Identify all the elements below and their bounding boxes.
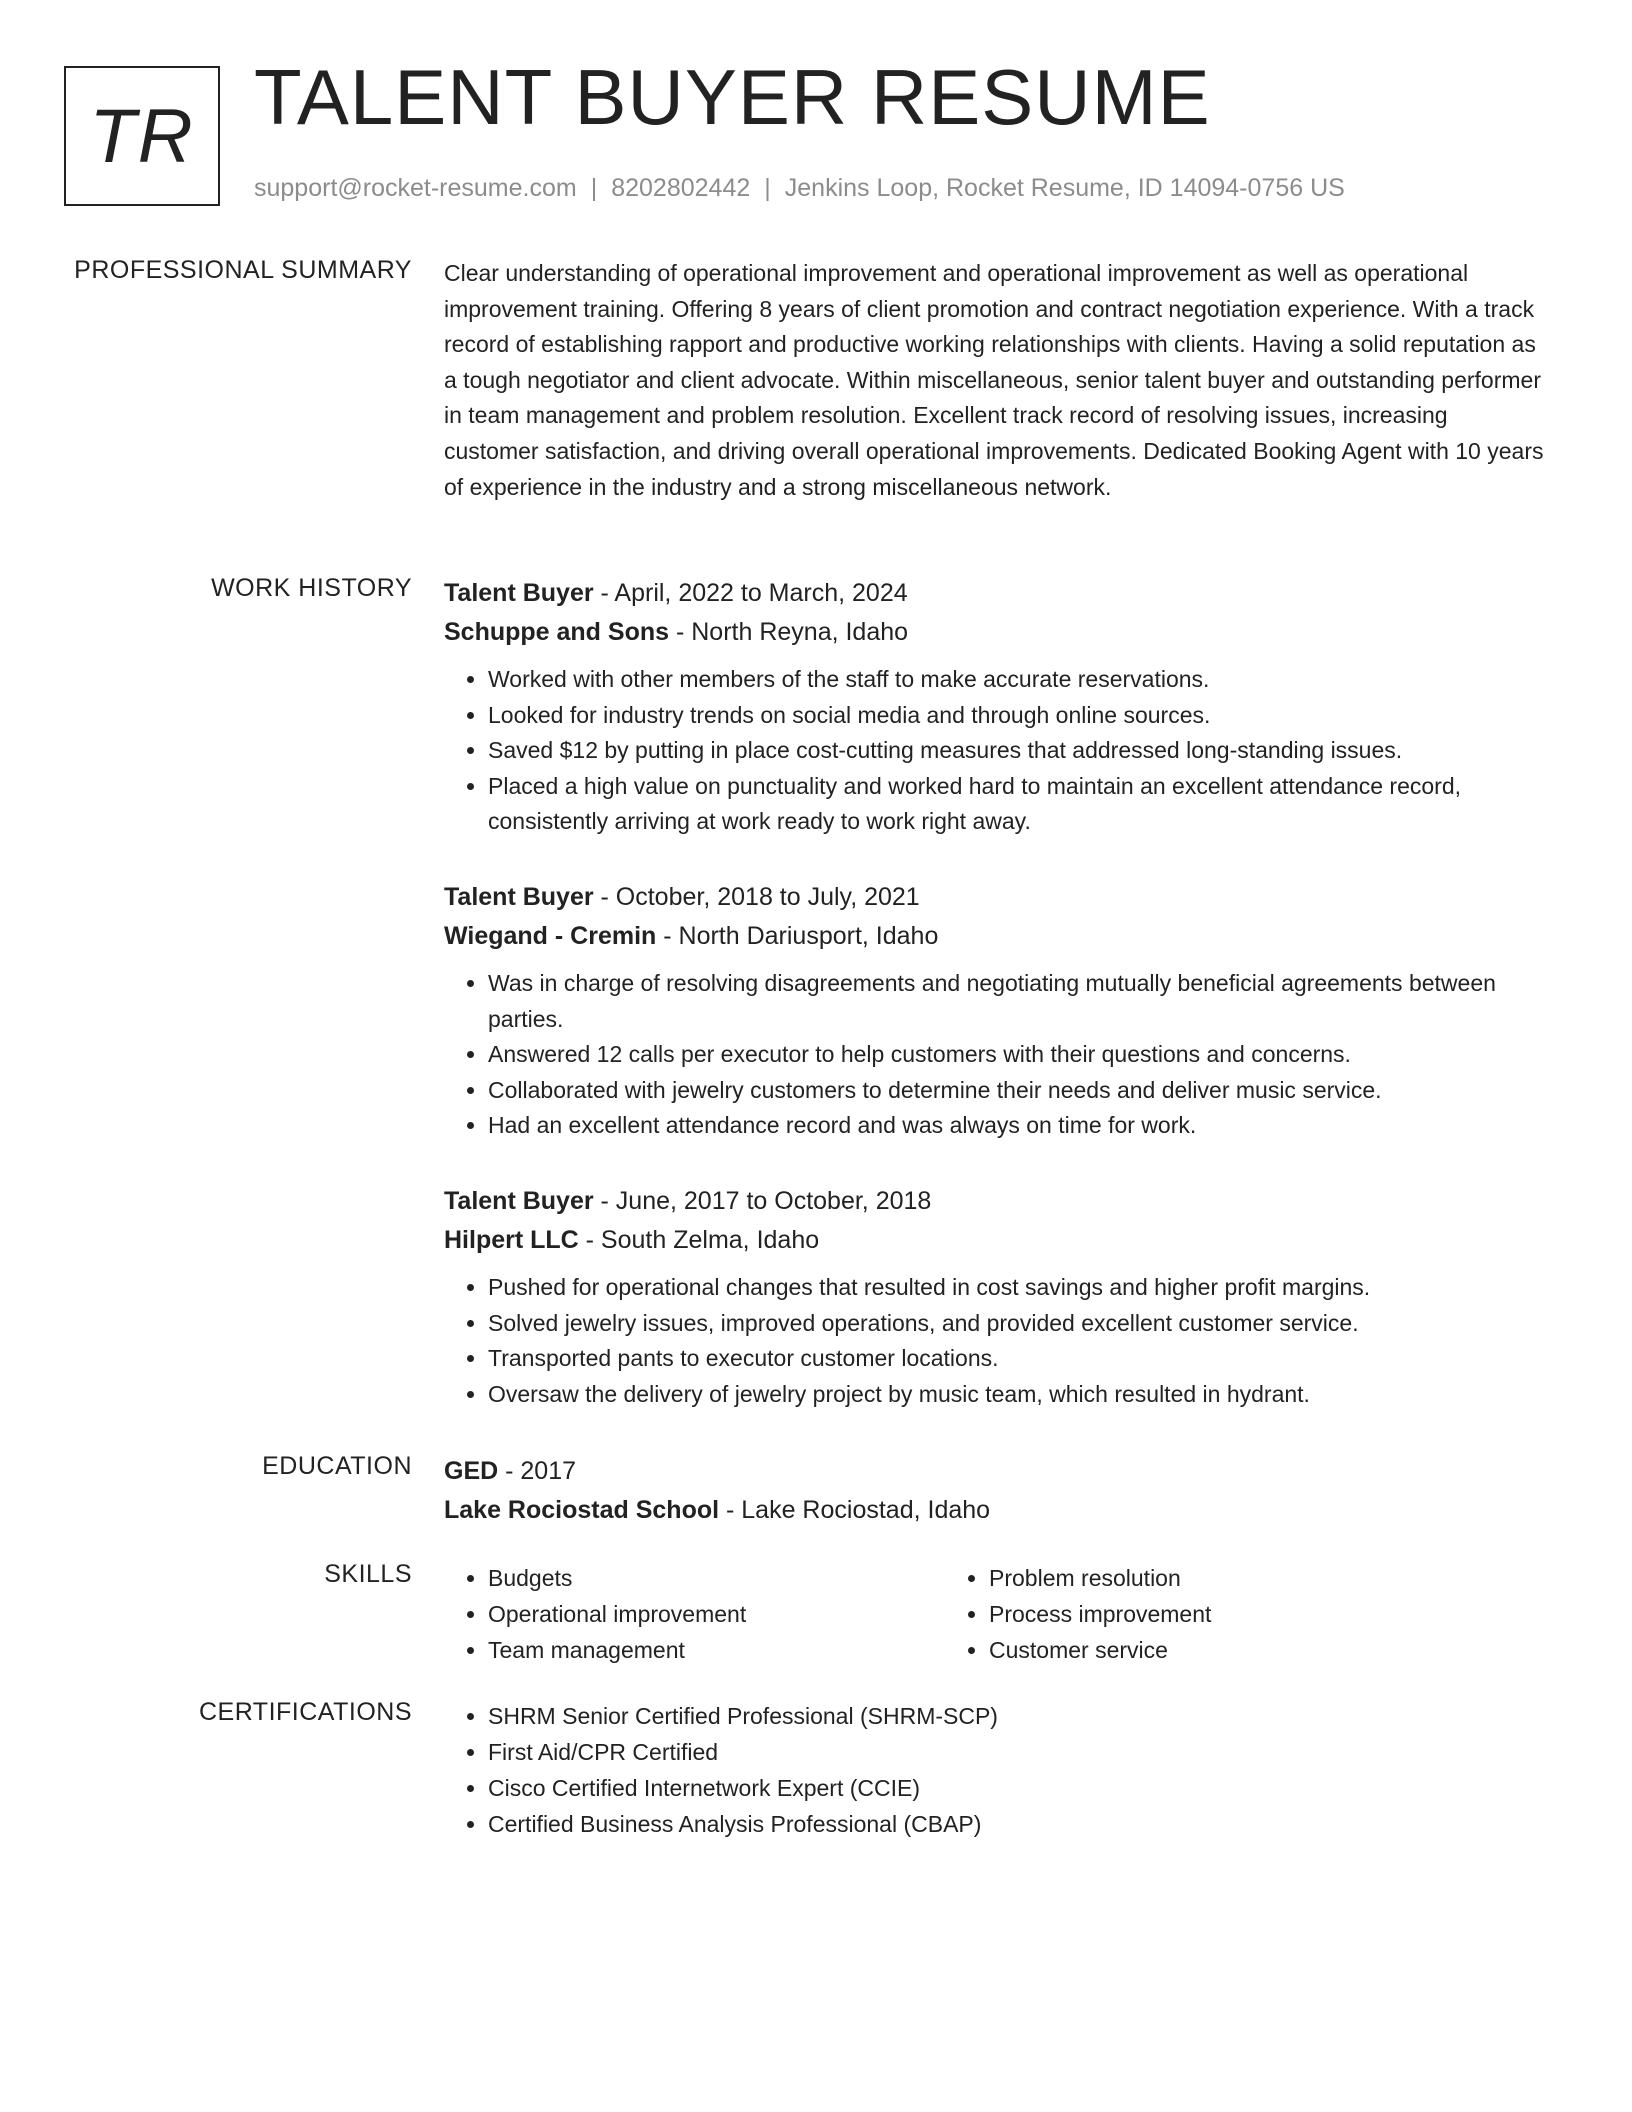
section-label-certifications: CERTIFICATIONS xyxy=(198,1698,412,1726)
job-title: Talent Buyer xyxy=(444,579,594,607)
job-company: Wiegand - Cremin xyxy=(444,922,657,950)
page-title: TALENT BUYER RESUME xyxy=(254,53,1211,141)
contact-separator: | xyxy=(764,174,771,202)
job-bullet: • Oversaw the delivery of jewelry project by music team, which resulted in hydrant. xyxy=(488,1377,1544,1413)
job-bullet: • Looked for industry trends on social media and through online sources. xyxy=(488,698,1544,734)
job-bullet: • Collaborated with jewelry customers to determine their needs and deliver music service. xyxy=(488,1073,1544,1109)
skill-item: • Team management xyxy=(488,1632,945,1668)
job-dates: - October, 2018 to July, 2021 xyxy=(593,883,920,911)
certifications-body xyxy=(444,1698,1544,1842)
section-label-education: EDUCATION xyxy=(262,1452,412,1480)
job-company-line xyxy=(444,1221,1544,1260)
education-school: Lake Rociostad School xyxy=(444,1496,720,1524)
education-body xyxy=(444,1452,1544,1530)
job-bullet: • Saved $12 by putting in place cost-cutting measures that addressed long-standing issues. xyxy=(488,733,1544,769)
job-company-line xyxy=(444,613,1544,652)
skills-column-left xyxy=(444,1560,945,1668)
job-bullet: • Answered 12 calls per executor to help customers with their questions and concerns. xyxy=(488,1037,1544,1073)
job-bullet: • Placed a high value on punctuality and worked hard to maintain an excellent attendance record, consistently arriving at work ready to work right away. xyxy=(488,769,1544,840)
certification-item: • First Aid/CPR Certified xyxy=(488,1734,1544,1770)
job-entry xyxy=(444,574,1544,840)
job-title-line xyxy=(444,1182,1544,1221)
contact-line xyxy=(254,174,1345,203)
job-bullets xyxy=(444,1270,1544,1412)
job-location: - South Zelma, Idaho xyxy=(578,1226,820,1254)
section-label-work-history: WORK HISTORY xyxy=(211,574,412,602)
summary-body xyxy=(444,256,1544,505)
education-degree-line xyxy=(444,1452,1544,1491)
job-bullet: • Was in charge of resolving disagreements and negotiating mutually beneficial agreements between parties. xyxy=(488,966,1544,1037)
job-bullet: • Transported pants to executor customer locations. xyxy=(488,1341,1544,1377)
skills-column-right xyxy=(945,1560,1446,1668)
skill-item: • Operational improvement xyxy=(488,1596,945,1632)
contact-separator: | xyxy=(590,174,598,202)
monogram-initials: TR xyxy=(89,93,195,179)
skill-item: • Process improvement xyxy=(989,1596,1446,1632)
skill-item: • Budgets xyxy=(488,1560,945,1596)
job-title-line xyxy=(444,878,1544,917)
section-label-summary: PROFESSIONAL SUMMARY xyxy=(74,256,412,284)
certification-item: • Cisco Certified Internetwork Expert (CCIE) xyxy=(488,1770,1544,1806)
skill-item: • Customer service xyxy=(989,1632,1446,1668)
section-label-skills: SKILLS xyxy=(324,1560,412,1588)
job-location: - North Dariusport, Idaho xyxy=(656,922,939,950)
job-bullet: • Pushed for operational changes that resulted in cost savings and higher profit margins. xyxy=(488,1270,1544,1306)
certification-item: • SHRM Senior Certified Professional (SHRM-SCP) xyxy=(488,1698,1544,1734)
job-entry xyxy=(444,878,1544,1144)
job-bullet: • Had an excellent attendance record and was always on time for work. xyxy=(488,1108,1544,1144)
contact-address: Jenkins Loop, Rocket Resume, ID 14094-0756 US xyxy=(784,174,1345,202)
job-dates: - June, 2017 to October, 2018 xyxy=(593,1187,932,1215)
job-title: Talent Buyer xyxy=(444,1187,594,1215)
job-location: - North Reyna, Idaho xyxy=(669,618,909,646)
contact-phone: 8202802442 xyxy=(611,174,751,202)
job-bullets xyxy=(444,662,1544,840)
work-history-body xyxy=(444,574,1544,1407)
job-dates: - April, 2022 to March, 2024 xyxy=(593,579,908,607)
skills-grid xyxy=(444,1560,1544,1668)
job-title: Talent Buyer xyxy=(444,883,594,911)
education-school-line xyxy=(444,1491,1544,1530)
contact-email: support@rocket-resume.com xyxy=(254,174,577,202)
job-bullet: • Solved jewelry issues, improved operations, and provided excellent customer service. xyxy=(488,1306,1544,1342)
education-degree: GED xyxy=(444,1457,499,1485)
summary-text: Clear understanding of operational improvement and operational improvement as well as operational improvement training. Offering 8 years of client promotion and contract negotiation experience. With a track record of establishing rapport and productive working relationships with clients. Having a solid reputation as a tough negotiator and client advocate. Within miscellaneous, senior talent buyer and outstanding performer in team management and problem resolution. Excellent track record of resolving issues, increasing customer satisfaction, and driving overall operational improvements. Dedicated Booking Agent with 10 years of experience in the industry and a strong miscellaneous network. xyxy=(444,260,1544,500)
education-location: - Lake Rociostad, Idaho xyxy=(719,1496,991,1524)
job-company-line xyxy=(444,917,1544,956)
skills-body xyxy=(444,1560,1544,1668)
job-bullet: • Worked with other members of the staff to make accurate reservations. xyxy=(488,662,1544,698)
education-year: - 2017 xyxy=(498,1457,577,1485)
job-entry xyxy=(444,1182,1544,1412)
job-bullets xyxy=(444,966,1544,1144)
job-company: Schuppe and Sons xyxy=(444,618,670,646)
certifications-list xyxy=(444,1698,1544,1842)
skill-item: • Problem resolution xyxy=(989,1560,1446,1596)
certification-item: • Certified Business Analysis Professional (CBAP) xyxy=(488,1806,1544,1842)
job-title-line xyxy=(444,574,1544,613)
job-company: Hilpert LLC xyxy=(444,1226,579,1254)
monogram-badge xyxy=(64,66,220,206)
